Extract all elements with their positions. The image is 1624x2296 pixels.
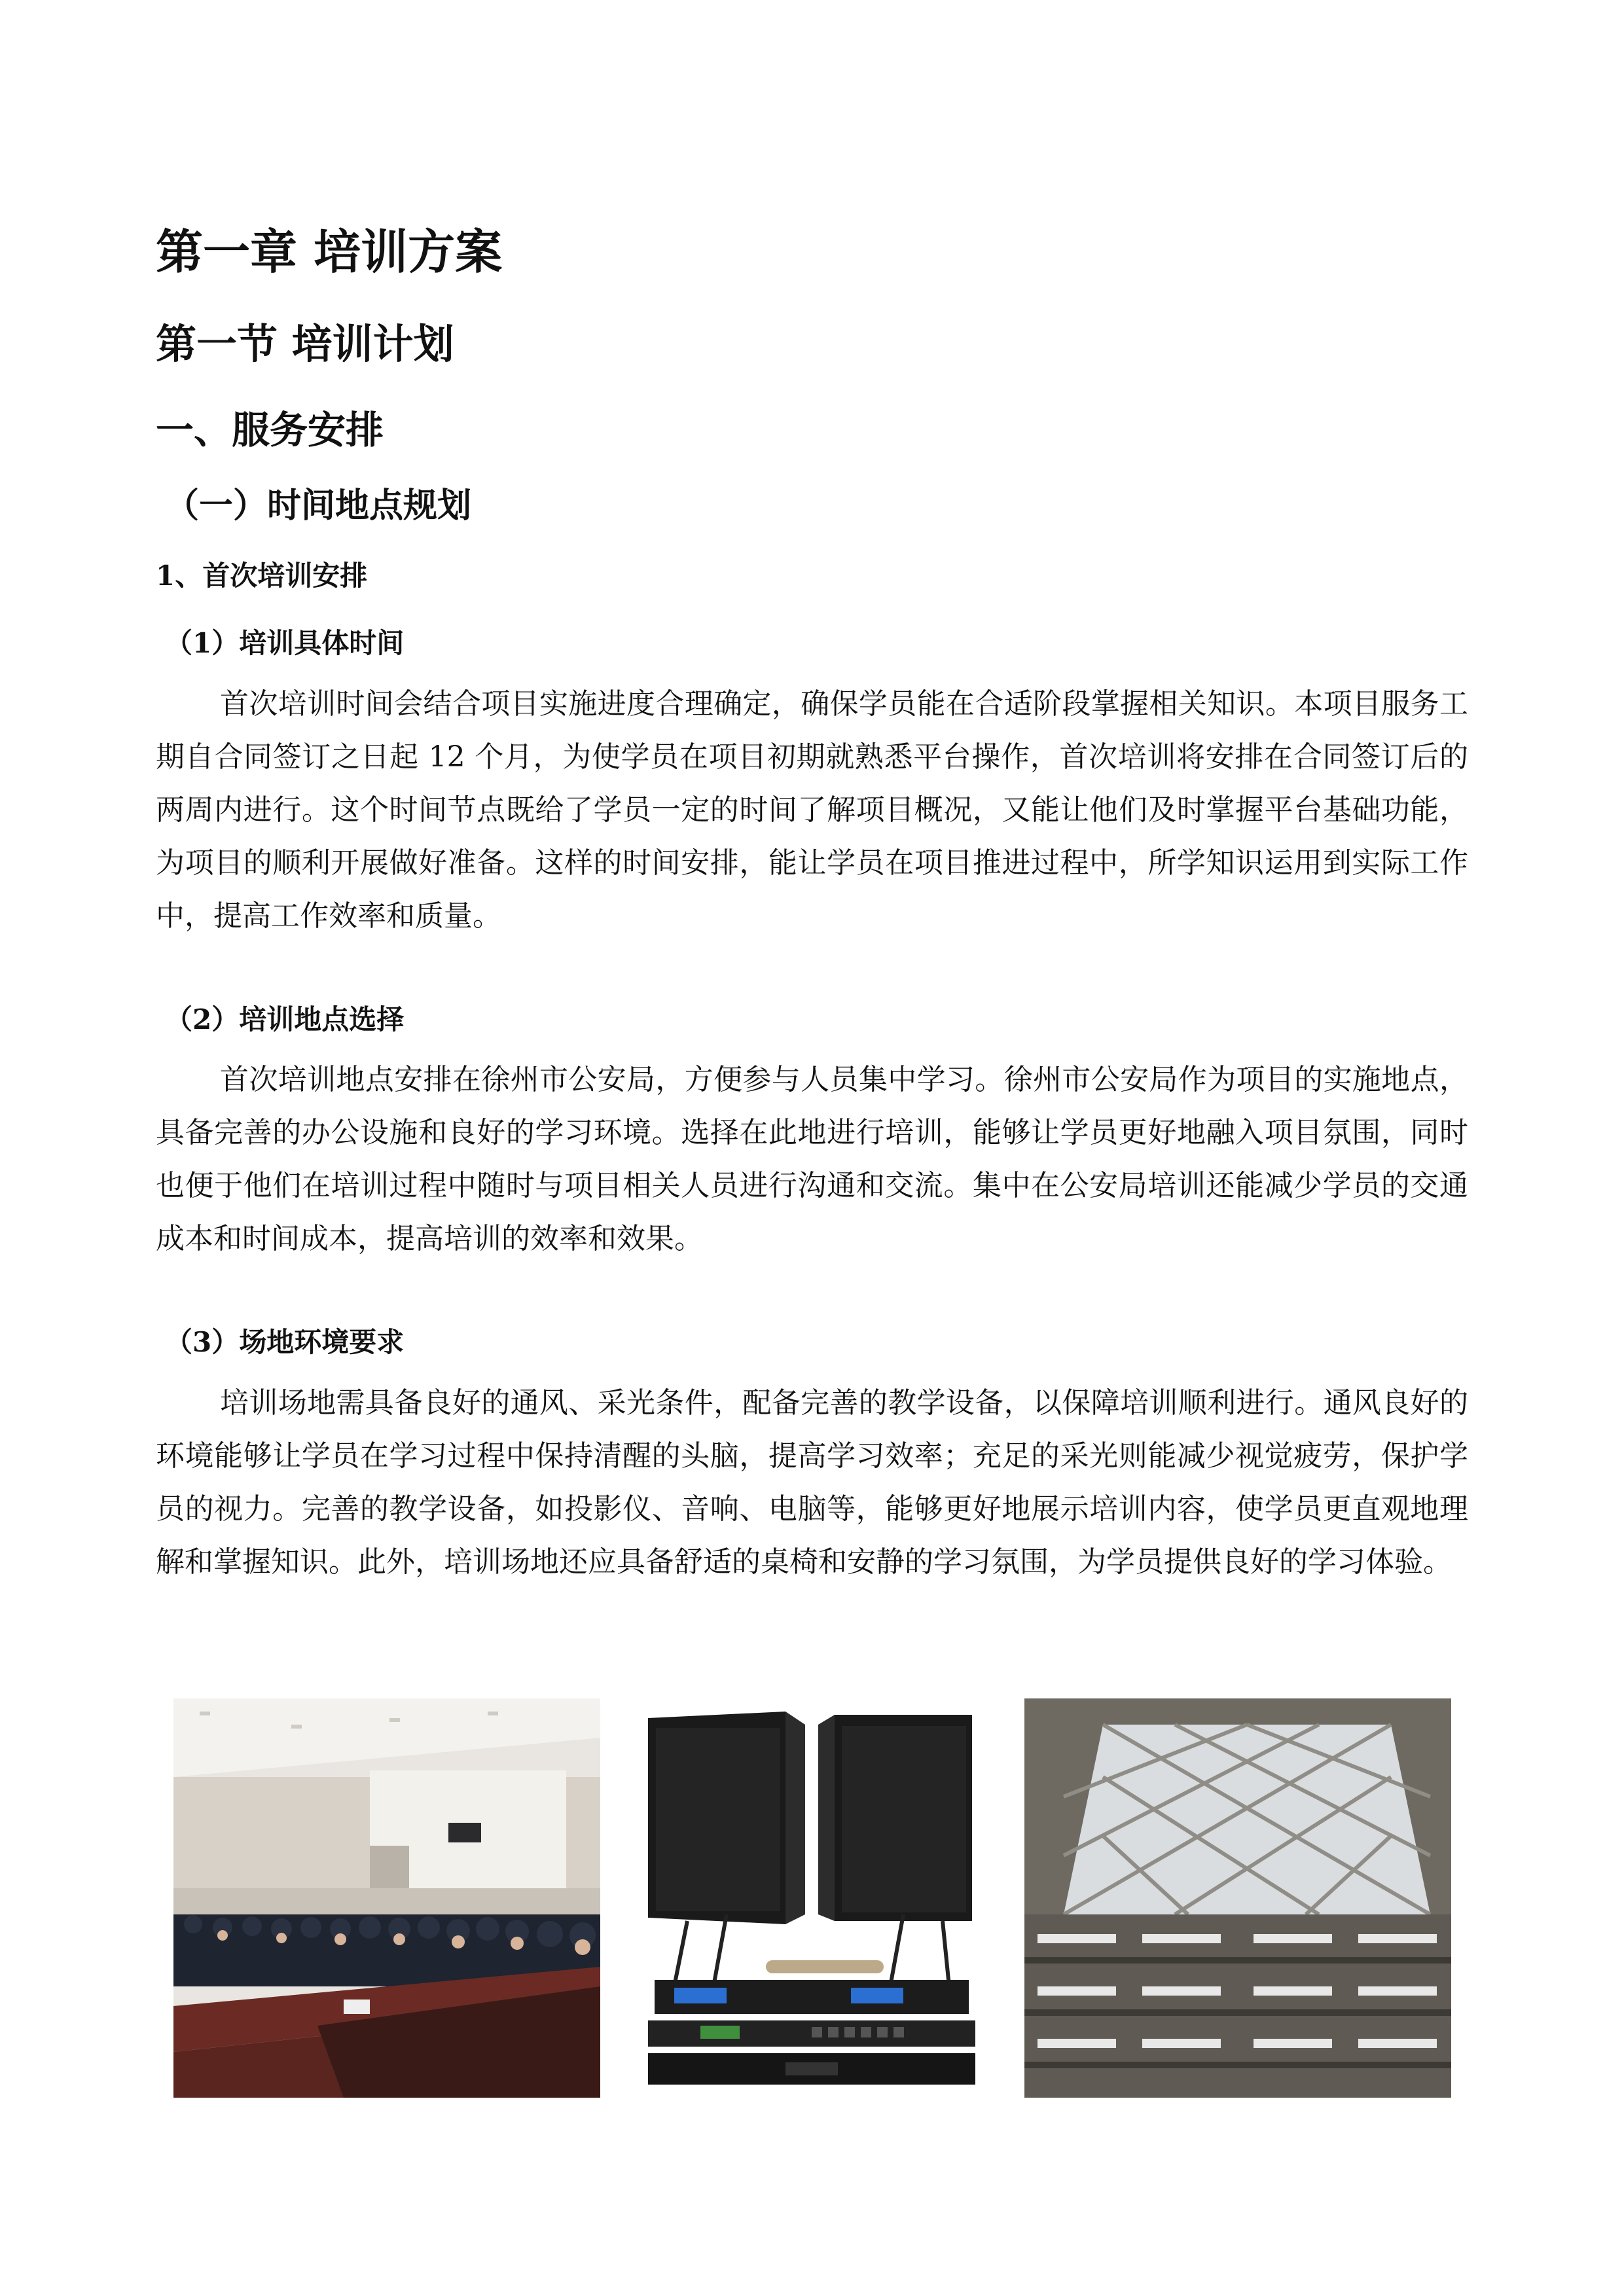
chapter-title: 第一章 培训方案 (156, 224, 503, 279)
block-title-time: （1）培训具体时间 (165, 627, 405, 659)
sub-heading: （一）时间地点规划 (165, 486, 472, 526)
paragraph-environment: 培训场地需具备良好的通风、采光条件，配备完善的教学设备，以保障培训顺利进行。通风良好的环境能够让学员在学习过程中保持清醒的头脑，提高学习效率；充足的采光则能减少视觉疲劳，保护学员的视力。完善的教学设备，如投影仪、音响、电脑等，能够更好地展示培训内容，使学员更直观地理解和掌握知识。此外，培训场地还应具备舒适的桌椅和安静的学习氛围，为学员提供良好的学习体验。 (156, 1386, 1468, 1579)
block-title-environment: （3）场地环境要求 (165, 1326, 405, 1358)
section-title: 第一节 培训计划 (156, 320, 454, 368)
atrium-skylight-photo (1024, 1698, 1451, 2098)
conference-room-photo (173, 1698, 600, 2098)
item-heading: 一、服务安排 (156, 408, 384, 452)
audio-equipment-photo (635, 1698, 988, 2098)
numbered-heading: 1、首次培训安排 (156, 560, 368, 592)
block-title-location: （2）培训地点选择 (165, 1003, 405, 1035)
paragraph-time: 首次培训时间会结合项目实施进度合理确定，确保学员能在合适阶段掌握相关知识。本项目服务工期自合同签订之日起 12 个月，为使学员在项目初期就熟悉平台操作，首次培训将安排在合同签订后的两周内进行。这个时间节点既给了学员一定的时间了解项目概况，又能让他们及时掌握平台基础功能，为项目的顺利开展做好准备。这样的时间安排，能让学员在项目推进过程中，所学知识运用到实际工作中，提高工作效率和质量。 (156, 687, 1468, 933)
paragraph-location: 首次培训地点安排在徐州市公安局，方便参与人员集中学习。徐州市公安局作为项目的实施地点，具备完善的办公设施和良好的学习环境。选择在此地进行培训，能够让学员更好地融入项目氛围，同时也便于他们在培训过程中随时与项目相关人员进行沟通和交流。集中在公安局培训还能减少学员的交通成本和时间成本，提高培训的效率和效果。 (156, 1063, 1468, 1255)
